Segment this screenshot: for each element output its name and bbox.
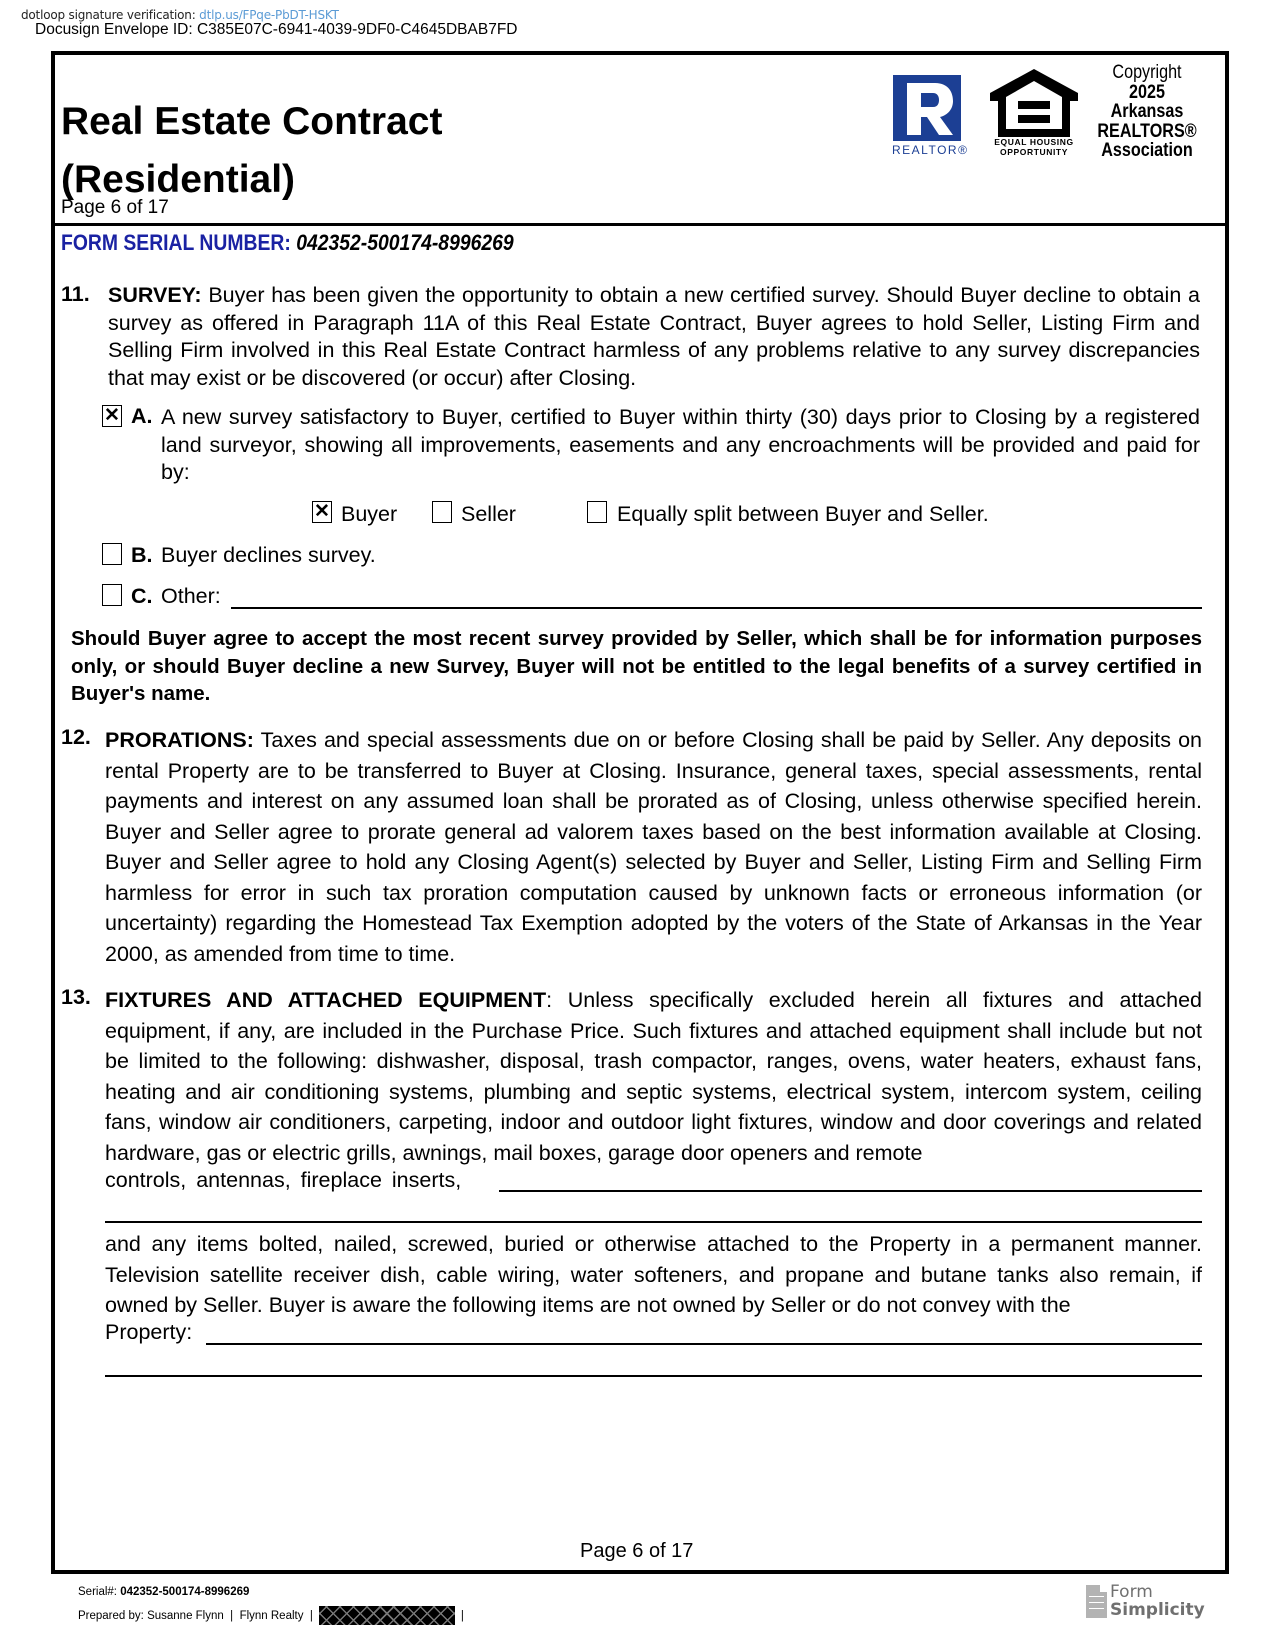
section-11-heading: SURVEY: (108, 283, 202, 307)
serial-value: 042352-500174-8996269 (296, 230, 514, 255)
verification-label: dotloop signature verification: (21, 8, 196, 22)
option-a-text: A new survey satisfactory to Buyer, certified to Buyer within thirty (30) days prior to Closing by a registered land surveyor, showing all improvements, easements and any encroachments will be provided and paid for by: (161, 405, 1200, 484)
document-icon (1086, 1585, 1107, 1618)
option-c-input[interactable] (231, 607, 1202, 609)
paid-by-split-label: Equally split between Buyer and Seller. (617, 502, 989, 526)
footer-serial: Serial#: 042352-500174-8996269 (78, 1586, 250, 1598)
page-indicator: Page 6 of 17 (61, 197, 169, 218)
signature-verification (21, 8, 339, 22)
section-12-number: 12. (61, 725, 91, 749)
survey-notice: Should Buyer agree to accept the most recent survey provided by Seller, which shall be for information purposes only, or should Buyer decline a new Survey, Buyer will not be entitled to the legal benefits of a survey certified in Buyer's name. (71, 627, 1202, 705)
footer-prepared-by: Prepared by: Susanne Flynn | Flynn Realty | | (78, 1606, 464, 1625)
option-a-letter: A. (131, 404, 153, 428)
paid-by-split-checkbox[interactable] (587, 501, 607, 523)
section-13-heading: FIXTURES AND ATTACHED EQUIPMENT (105, 988, 547, 1012)
paid-by-seller-label: Seller (461, 502, 516, 526)
option-a-checkbox[interactable]: ✕ (102, 405, 122, 427)
option-b-letter: B. (131, 543, 153, 567)
verification-link[interactable]: dtlp.us/FPqe-PbDT-HSKT (199, 8, 339, 22)
redacted-block (319, 1606, 455, 1625)
envelope-id: Docusign Envelope ID: C385E07C-6941-4039-9DF0-C4645DBAB7FD (35, 21, 518, 38)
form-simplicity-logo: Form Simplicity (1086, 1583, 1205, 1619)
section-11-number: 11. (61, 282, 90, 306)
fixtures-input-line-1[interactable] (499, 1190, 1202, 1192)
section-13-text-2: and any items bolted, nailed, screwed, buried or otherwise attached to the Property in a permanent manner. Television satellite receiver dish, cable wiring, water softeners, and propane and butane tanks also remain, if owned by Seller. Buyer is aware the following items are not owned by Seller or do not convey with the (105, 1232, 1202, 1317)
option-c-label: Other: (161, 584, 221, 608)
equal-housing-text: EQUAL HOUSING OPPORTUNITY (994, 137, 1074, 157)
paid-by-seller-checkbox[interactable] (432, 501, 452, 523)
realtor-logo-text: REALTOR® (892, 143, 969, 157)
serial-label: FORM SERIAL NUMBER: (61, 230, 291, 255)
section-12-text: PRORATIONS: Taxes and special assessments due on or before Closing shall be paid by Seller. Any deposits on rental Property are to be transferred to Buyer at Closing. Insurance, general taxes, special assessments, rental payments and interest on any assumed loan shall be prorated as of Closing, unless otherwise specified herein. Buyer and Seller agree to prorate general ad valorem taxes based on the best information available at Closing. Buyer and Seller agree to hold any Closing Agent(s) selected by Buyer and Seller, Listing Firm and Selling Firm harmless for error in such tax proration computation caused by unknown facts or erroneous information (or uncertainty) regarding the Homestead Tax Exemption adopted by the voters of the State of Arkansas in the Year 2000, as amended from time to time. (105, 728, 1202, 966)
section-11-text: SURVEY: Buyer has been given the opportunity to obtain a new certified survey. Should Buyer decline to obtain a survey as offered in Paragraph 11A of this Real Estate Contract, Buyer agrees to hold Seller, Listing Firm and Selling Firm involved in this Real Estate Contract harmless of any problems relative to any survey discrepancies that may exist or be discovered (or occur) after Closing. (108, 283, 1200, 390)
section-13-fixtures-label: controls, antennas, fireplace inserts, (105, 1168, 462, 1192)
property-input-line-2[interactable] (105, 1375, 1202, 1377)
title-line-1: Real Estate Contract (61, 100, 443, 143)
paid-by-buyer-checkbox[interactable]: ✕ (312, 501, 332, 523)
footer-page-indicator: Page 6 of 17 (580, 1540, 694, 1562)
property-input-line-1[interactable] (206, 1343, 1202, 1345)
section-13-number: 13. (61, 985, 91, 1009)
page-title (61, 93, 442, 209)
option-c-checkbox[interactable] (102, 584, 122, 606)
option-b-checkbox[interactable] (102, 543, 122, 565)
paid-by-buyer-label: Buyer (341, 502, 398, 526)
fixtures-input-line-2[interactable] (105, 1221, 1202, 1223)
copyright-notice: Copyright 2025 Arkansas REALTORS® Association (1097, 62, 1197, 161)
option-b-text: Buyer declines survey. (161, 543, 376, 567)
section-12-heading: PRORATIONS: (105, 728, 254, 752)
title-line-2: (Residential) (61, 158, 296, 201)
header-divider (51, 223, 1225, 226)
form-serial-number (61, 230, 514, 256)
property-label: Property: (105, 1320, 193, 1344)
equal-housing-icon (988, 67, 1080, 139)
section-13-text: FIXTURES AND ATTACHED EQUIPMENT: Unless specifically excluded herein all fixtures and attached equipment, if any, are included in the Purchase Price. Such fixtures and attached equipment shall include but not be limited to the following: dishwasher, disposal, trash compactor, ranges, ovens, water heaters, exhaust fans, heating and air conditioning systems, plumbing and septic systems, electrical system, intercom system, ceiling fans, window air conditioners, carpeting, indoor and outdoor light fixtures, window and door coverings and related hardware, gas or electric grills, awnings, mail boxes, garage door openers and remote (105, 988, 1202, 1165)
option-c-letter: C. (131, 584, 153, 608)
